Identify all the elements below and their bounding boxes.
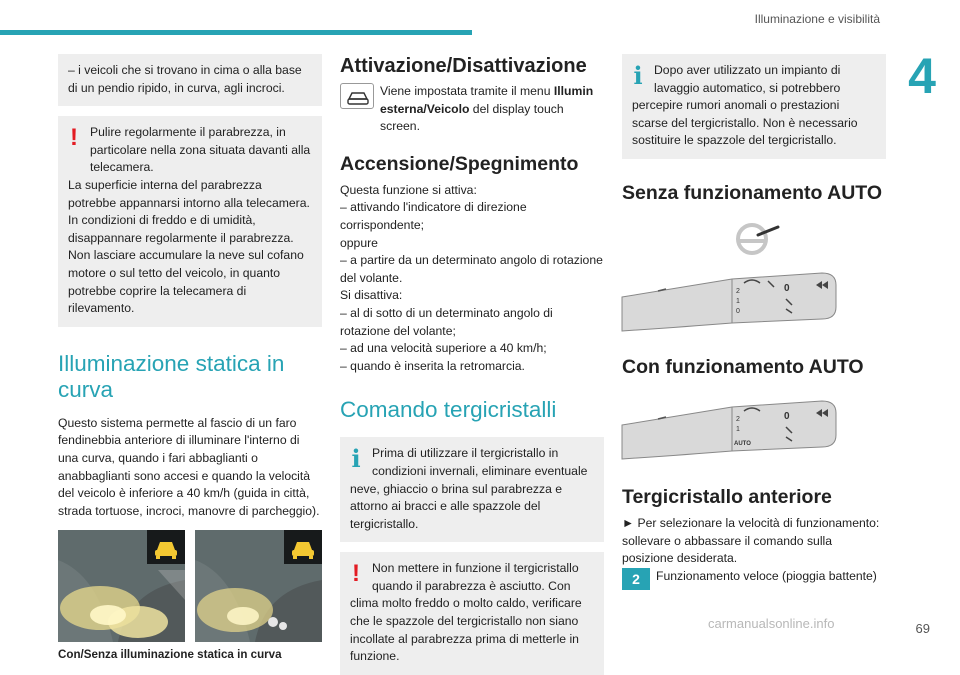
column-3: [622, 54, 886, 590]
heading-with-auto: Con funzionamento AUTO: [622, 355, 864, 378]
warning-body: La superficie interna del parabrezza potrebbe appannarsi intorno alla telecamera. In condizioni di freddo e di umidità, disappannare regolarmente il parabrezza. Non lasciare accumulare la neve sul cofano motore o sul tetto del veicolo, in quanto potrebbe coprire la telecamera di rilevamento.: [68, 177, 310, 316]
list-line: – ad una velocità superiore a 40 km/h;: [340, 341, 547, 356]
heading-wiper-control: Comando tergicristalli: [340, 397, 557, 423]
wiper-stalk-manual: [622, 269, 838, 335]
step-row: [622, 568, 886, 590]
cornering-off-image: [195, 530, 322, 642]
heading-activation: Attivazione/Disattivazione: [340, 55, 587, 77]
front-wiper-instruction: ► Per selezionare la velocità di funzionamento: sollevare o abbassare il comando sulla posizione desiderata.: [622, 515, 880, 566]
warning-box: [340, 552, 604, 675]
menu-instruction-text: Viene impostata tramite il menu Illumin esterna/Veicolo del display touch screen.: [380, 84, 594, 134]
warning-icon: !: [70, 124, 78, 152]
intro-text: – i veicoli che si trovano in cima o alla base di un pendio ripido, in curva, agli incroci.: [68, 63, 302, 95]
wiper-stalk-auto: [622, 397, 838, 463]
info-body: percepire rumori anomali o prestazioni scarse del tergicristallo. Non è necessario sostituire le spazzole del tergicristallo.: [632, 98, 858, 148]
info-box: [340, 437, 604, 542]
list-line: Questa funzione si attiva:: [340, 182, 477, 197]
heading-front-wiper: Tergicristallo anteriore: [622, 485, 832, 508]
list-line: – al di sotto di un determinato angolo di rotazione del volante;: [340, 305, 553, 338]
warning-body: clima molto freddo o molto caldo, verificare che le spazzole del tergicristallo non siano incollate al parabrezza prima di metterle in funzione.: [350, 596, 582, 664]
svg-text:2: 2: [736, 415, 740, 423]
column-2: [340, 54, 604, 675]
car-lights-icon: [284, 530, 322, 564]
car-lights-icon: [147, 530, 185, 564]
step-text: Funzionamento veloce (pioggia battente): [656, 568, 877, 583]
svg-text:2: 2: [736, 287, 740, 295]
info-lead: Prima di utilizzare il tergicristallo in condizioni invernali, eliminare eventuale: [372, 446, 588, 478]
svg-text:1: 1: [736, 297, 740, 305]
warning-box: [58, 116, 322, 327]
cornering-on-image: [58, 530, 185, 642]
svg-text:AUTO: AUTO: [734, 440, 751, 447]
menu-instruction: [340, 83, 604, 136]
heading-on-off: Accensione/Spegnimento: [340, 152, 579, 175]
steering-wheel-icon: [732, 219, 782, 255]
info-icon: i: [351, 444, 361, 474]
svg-text:1: 1: [736, 425, 740, 433]
info-lead: Dopo aver utilizzato un impianto di lavaggio automatico, si potrebbero: [654, 63, 841, 95]
warning-lead: Non mettere in funzione il tergicristallo quando il parabrezza è asciutto. Con: [372, 561, 579, 593]
svg-text:0: 0: [784, 282, 790, 294]
info-box: [622, 54, 886, 159]
top-accent-rule: [0, 30, 472, 35]
warning-lead: Pulire regolarmente il parabrezza, in particolare nella zona situata davanti alla telecamera.: [90, 125, 311, 175]
info-body: neve, ghiaccio o brina sul parabrezza e attorno ai bracci e alle spazzole del tergicristallo.: [350, 481, 563, 531]
cornering-images: [58, 530, 322, 642]
list-line: Si disattiva:: [340, 288, 403, 303]
chapter-number: 4: [908, 48, 936, 104]
step-number-badge: 2: [622, 568, 650, 590]
running-head: Illuminazione e visibilità: [754, 12, 880, 26]
list-line: – a partire da un determinato angolo di rotazione del volante.: [340, 253, 603, 285]
svg-text:0: 0: [736, 307, 740, 315]
column-1: [58, 54, 322, 661]
note-box: [58, 54, 322, 106]
list-line: – quando è inserita la retromarcia.: [340, 358, 525, 373]
static-cornering-description: Questo sistema permette al fascio di un faro fendinebbia anteriore di illuminare l'interno di una curva, quando i fari abbaglianti o anabbaglianti sono accesi e quando la velocità del veicolo è inferiore a 40 km/h (guida in città, strada tortuose, incroci, manovre di parcheggio).: [58, 415, 320, 518]
vehicle-menu-icon: [340, 83, 374, 109]
page-number: 69: [915, 621, 930, 636]
warning-icon: !: [352, 560, 360, 588]
info-icon: i: [633, 61, 643, 90]
image-caption: Con/Senza illuminazione statica in curva: [58, 648, 282, 662]
svg-text:0: 0: [784, 410, 790, 422]
heading-without-auto: Senza funzionamento AUTO: [622, 181, 883, 204]
on-off-list: [340, 182, 604, 376]
list-line: oppure: [340, 235, 378, 250]
section-heading-static-cornering: Illuminazione statica in curva: [58, 350, 285, 402]
list-line: – attivando l'indicatore di direzione corrispondente;: [340, 200, 527, 232]
watermark: carmanualsonline.info: [708, 616, 835, 631]
